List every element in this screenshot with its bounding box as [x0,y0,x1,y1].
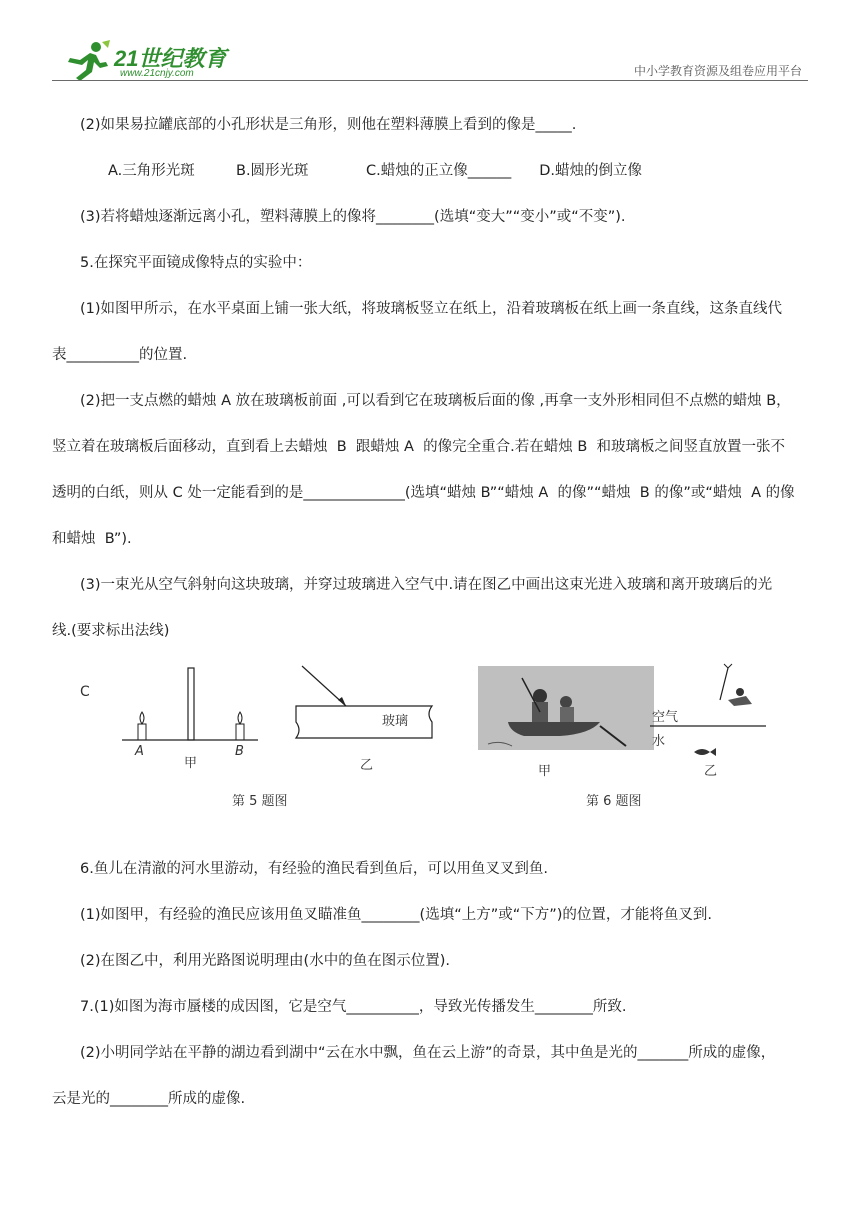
q5-part1-line2: 表__________的位置. [52,347,188,363]
q4-option-d: D.蜡烛的倒立像 [539,163,643,179]
fig5-point-c-label: C [80,684,90,700]
fig5-glass-label: 玻璃 [382,714,409,729]
q4-part2: (2)如果易拉罐底部的小孔形状是三角形，则他在塑料薄膜上看到的像是_____. [80,117,577,133]
fish-spear [720,668,728,700]
candle-b [236,724,244,740]
q4-part3: (3)若将蜡烛逐渐远离小孔，塑料薄膜上的像将________(选填“变大”“变小”或“不变”). [80,209,626,225]
logo [62,38,242,82]
fig5-yi-label: 乙 [360,758,374,773]
flame-b-icon [238,712,242,724]
fig6-water-label: 水 [652,734,666,749]
q5-part3-line2: 线.(要求标出法线) [52,623,170,639]
document-body [52,102,808,654]
q5-title: 5.在探究平面镜成像特点的实验中： [80,255,312,271]
runner-logo-icon [62,38,112,82]
fig5-caption: 第 5 题图 [232,794,288,809]
q4-option-a: A.三角形光斑 [108,163,195,179]
fig5-jia-label: 甲 [184,756,198,771]
header-platform-text: 中小学教育资源及组卷应用平台 [633,64,802,78]
q5-part1-line1: (1)如图甲所示，在水平桌面上铺一张大纸，将玻璃板竖立在纸上，沿着玻璃板在纸上画一条直线，这条直线代 [80,301,783,317]
q5-part3-line1: (3)一束光从空气斜射向这块玻璃，并穿过玻璃进入空气中.请在图乙中画出这束光进入玻璃和离开玻璃后的光 [80,577,773,593]
q7-part1: 7.(1)如图为海市蜃楼的成因图，它是空气__________，导致光传播发生________所致. [80,999,627,1015]
q7-part2-line2: 云是光的________所成的虚像. [52,1091,246,1107]
figures-svg [80,660,800,820]
fig6-air-label: 空气 [652,710,679,725]
fig6-jia-label: 甲 [538,764,552,779]
document-body-lower [52,846,808,1122]
glass-plate [188,668,194,740]
q6-part1: (1)如图甲，有经验的渔民应该用鱼叉瞄准鱼________(选填“上方”或“下方”)的位置，才能将鱼叉到. [80,907,713,923]
candle-a [138,724,146,740]
fish-icon [694,748,716,756]
flame-a-icon [140,712,144,724]
ray-arrow-icon [338,697,346,706]
q5-part2-line1: (2)把一支点燃的蜡烛 A 放在玻璃板前面 ,可以看到它在玻璃板后面的像 ,再拿一支外形相同但不点燃的蜡烛 B， [80,393,791,409]
q4-option-b: B.圆形光斑 [236,163,309,179]
fig5-jia-diagram [122,668,258,740]
q5-part2-line3: 透明的白纸，则从 C 处一定能看到的是______________(选填“蜡烛 B”“蜡烛 A 的像”“蜡烛 B 的像”或“蜡烛 A 的像 [52,485,795,501]
logo-title: 21世纪教育 [114,46,227,71]
q5-part2-line2: 竖立着在玻璃板后面移动，直到看上去蜡烛 B 跟蜡烛 A 的像完全重合.若在蜡烛 B 和玻璃板之间竖直放置一张不 [52,439,786,455]
figure-row [80,660,800,820]
fig5-candle-a-label: A [135,744,144,759]
q6-part2: (2)在图乙中，利用光路图说明理由(水中的鱼在图示位置). [80,953,450,969]
logo-url: www.21cnjy.com [120,68,194,79]
fig5-candle-b-label: B [235,744,244,759]
q4-option-c: C.蜡烛的正立像______ [366,163,512,179]
q5-part2-line4: 和蜡烛 B”). [52,531,132,547]
q7-part2-line1: (2)小明同学站在平静的湖边看到湖中“云在水中飘，鱼在云上游”的奇景，其中鱼是光的_______所成的虚像， [80,1045,776,1061]
page-header [52,36,808,86]
fig5-yi-diagram [296,666,432,738]
fisherman-icon [736,688,744,696]
fig6-jia-illustration [478,666,654,750]
q4-options [52,148,808,194]
fig6-caption: 第 6 题图 [586,794,642,809]
glass-block [296,706,432,738]
q6-title: 6.鱼儿在清澈的河水里游动，有经验的渔民看到鱼后，可以用鱼叉叉到鱼. [80,861,548,877]
header-divider [52,80,808,81]
fig6-yi-label: 乙 [704,764,718,779]
